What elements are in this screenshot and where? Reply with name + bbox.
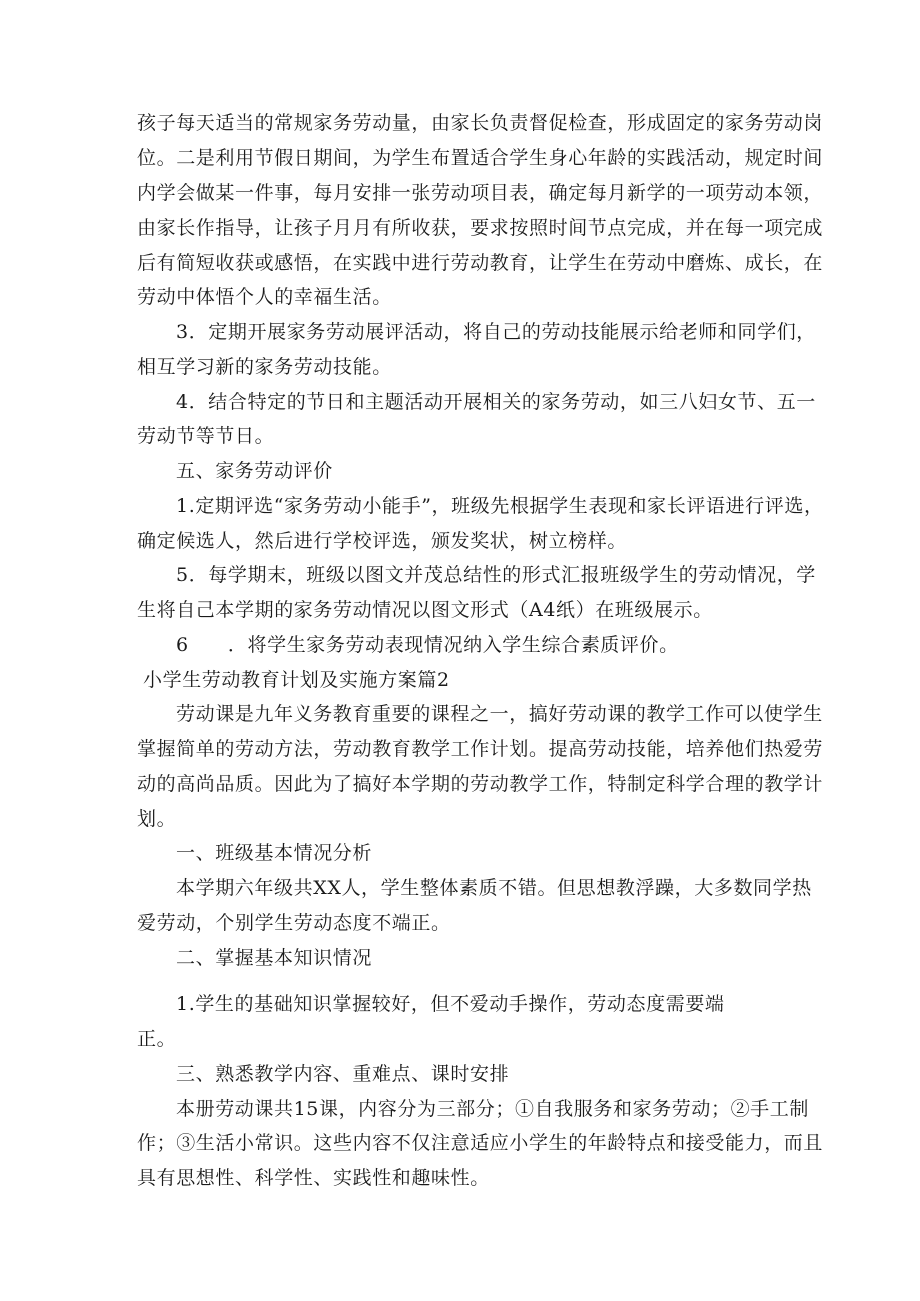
paragraph-line: 作；③生活小常识。这些内容不仅注意适应小学生的年龄特点和接受能力，而且 — [137, 1132, 824, 1154]
list-item-5: 5．每学期末，班级以图文并茂总结性的形式汇报班级学生的劳动情况，学 — [176, 564, 816, 586]
paragraph-line: 正。 — [137, 1028, 177, 1050]
paragraph-line: 本册劳动课共15课，内容分为三部分；①自我服务和家务劳动；②手工制 — [176, 1098, 809, 1120]
list-item-3: 3．定期开展家务劳动展评活动，将自己的劳动技能展示给老师和同学们， — [176, 321, 816, 343]
article-title: 小学生劳动教育计划及实施方案篇2 — [143, 669, 450, 691]
paragraph-line: 相互学习新的家务劳动技能。 — [137, 356, 392, 378]
paragraph-line: 后有简短收获或感悟，在实践中进行劳动教育，让学生在劳动中磨炼、成长，在 — [137, 252, 824, 274]
section-heading: 一、班级基本情况分析 — [176, 842, 373, 864]
paragraph-line: 孩子每天适当的常规家务劳动量，由家长负责督促检查，形成固定的家务劳动岗 — [137, 112, 824, 134]
list-item-1: 1.学生的基础知识掌握较好，但不爱动手操作，劳动态度需要端 — [176, 993, 725, 1015]
paragraph-line: 劳动中体悟个人的幸福生活。 — [137, 286, 392, 308]
list-item-1: 1.定期评选“家务劳动小能手”，班级先根据学生表现和家长评语进行评选， — [176, 495, 824, 517]
paragraph-line: 内学会做某一件事，每月安排一张劳动项目表，确定每月新学的一项劳动本领， — [137, 182, 824, 204]
paragraph-line: 掌握简单的劳动方法，劳动教育教学工作计划。提高劳动技能，培养他们热爱劳 — [137, 738, 824, 760]
paragraph-line: 本学期六年级共XX人，学生整体素质不错。但思想教浮躁，大多数同学热 — [176, 877, 812, 899]
section-heading: 五、家务劳动评价 — [176, 460, 333, 482]
list-item-4: 4．结合特定的节日和主题活动开展相关的家务劳动，如三八妇女节、五一 — [176, 391, 816, 413]
paragraph-line: 生将自己本学期的家务劳动情况以图文形式（A4纸）在班级展示。 — [137, 599, 713, 621]
paragraph-line: 爱劳动，个别学生劳动态度不端正。 — [137, 912, 451, 934]
paragraph-line: 由家长作指导，让孩子月月有所收获，要求按照时间节点完成，并在每一项完成 — [137, 217, 824, 239]
section-heading: 三、熟悉教学内容、重难点、课时安排 — [176, 1063, 510, 1085]
section-heading: 二、掌握基本知识情况 — [176, 947, 373, 969]
paragraph-line: 具有思想性、科学性、实践性和趣味性。 — [137, 1167, 490, 1189]
paragraph-line: 动的高尚品质。因此为了搞好本学期的劳动教学工作，特制定科学合理的教学计 — [137, 773, 824, 795]
paragraph-line: 划。 — [137, 808, 177, 830]
paragraph-line: 位。二是利用节假日期间，为学生布置适合学生身心年龄的实践活动，规定时间 — [137, 147, 824, 169]
paragraph-line: 确定候选人，然后进行学校评选，颁发奖状，树立榜样。 — [137, 530, 628, 552]
list-item-6: 6 ．将学生家务劳动表现情况纳入学生综合素质评价。 — [176, 634, 679, 656]
paragraph-line: 劳动课是九年义务教育重要的课程之一，搞好劳动课的教学工作可以使学生 — [176, 703, 823, 725]
paragraph-line: 劳动节等节日。 — [137, 425, 275, 447]
